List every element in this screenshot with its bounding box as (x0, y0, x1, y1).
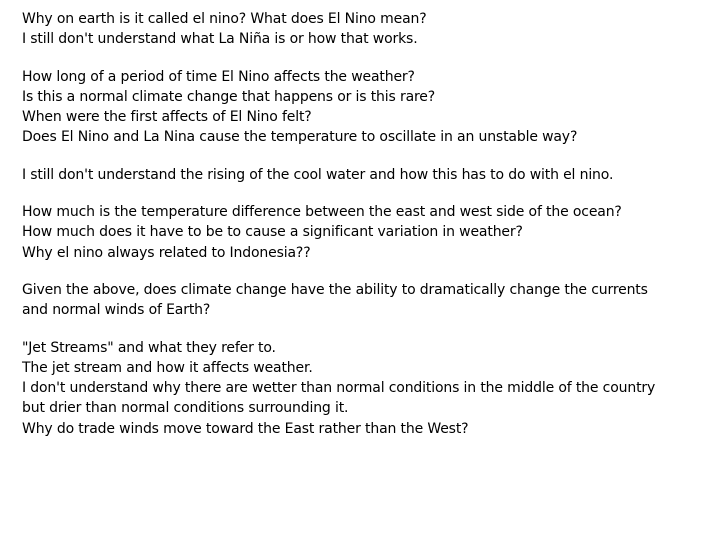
text-line: but drier than normal conditions surrounding it. (22, 400, 349, 417)
paragraph-jet-streams (22, 338, 712, 439)
text-line: I still don't understand the rising of the cool water and how this has to do with el nino. (22, 166, 614, 183)
text-line: How much is the temperature difference between the east and west side of the ocean? (22, 204, 622, 221)
text-line: Is this a normal climate change that happens or is this rare? (22, 88, 436, 105)
text-line: How long of a period of time El Nino affects the weather? (22, 68, 415, 85)
text-line: Why do trade winds move toward the East rather than the West? (22, 420, 469, 437)
text-line: "Jet Streams" and what they refer to. (22, 339, 276, 356)
text-line: Why el nino always related to Indonesia?? (22, 244, 311, 261)
text-line: I don't understand why there are wetter than normal conditions in the middle of the country (22, 380, 656, 397)
paragraph-temperature-difference (22, 202, 712, 263)
text-line: Why on earth is it called el nino? What does El Nino mean? (22, 11, 427, 27)
text-line: How much does it have to be to cause a significant variation in weather? (22, 224, 523, 241)
text-line: Does El Nino and La Nina cause the temperature to oscillate in an unstable way? (22, 129, 578, 146)
paragraph-cool-water (22, 165, 712, 185)
paragraph-el-nino-name (22, 9, 712, 50)
text-line: When were the first affects of El Nino felt? (22, 109, 312, 126)
text-line: I still don't understand what La Niña is or how that works. (22, 31, 418, 48)
document-body (22, 9, 712, 456)
text-line: The jet stream and how it affects weather. (22, 359, 313, 376)
paragraph-duration-questions (22, 67, 712, 148)
paragraph-climate-change (22, 280, 712, 321)
text-line: Given the above, does climate change have the ability to dramatically change the currents (22, 281, 648, 298)
text-line: and normal winds of Earth? (22, 302, 211, 319)
